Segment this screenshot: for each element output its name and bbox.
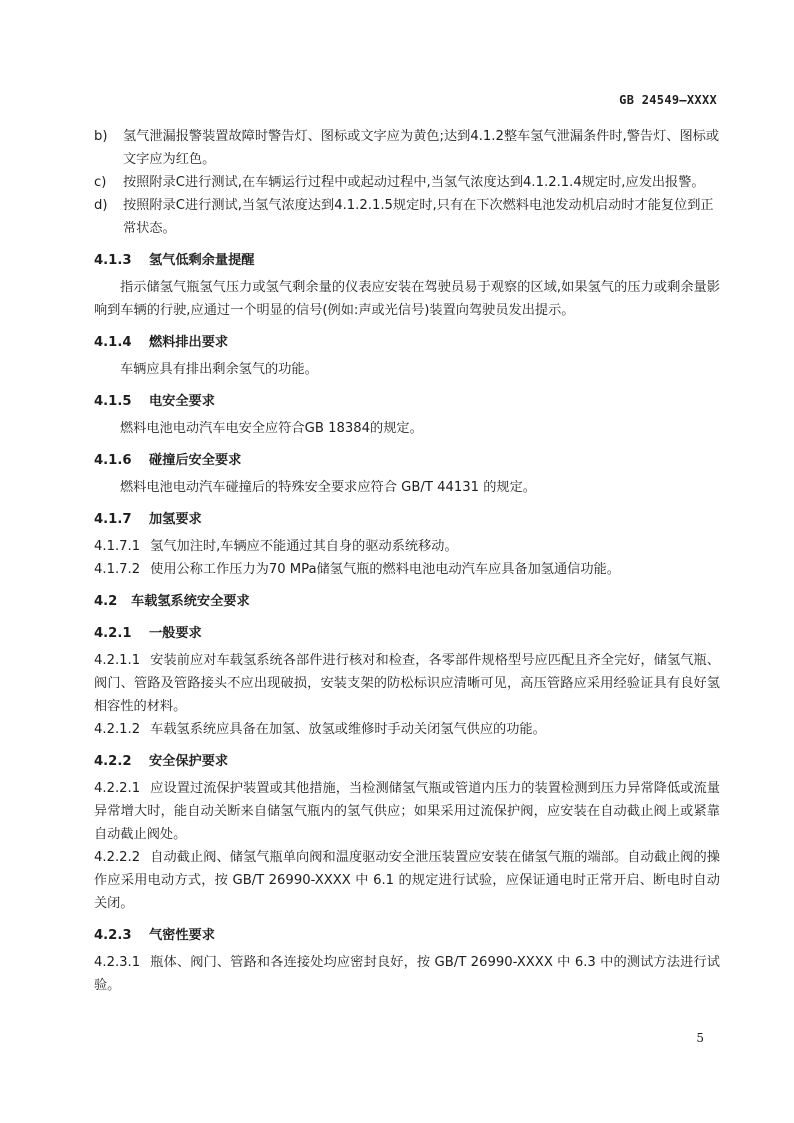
- clause-text: 应设置过流保护装置或其他措施，当检测储氢气瓶或管道内压力的装置检测到压力异常降低或流量异常增大时，能自动关断来自储氢气瓶内的氢气供应；如果采用过流保护阀，应安装在自动截止阀上或紧靠自动截止阀处。: [94, 781, 720, 842]
- clause-4-2-1-2: [94, 718, 720, 741]
- heading-4-1-6: [94, 449, 720, 472]
- heading-number: 4.2.3: [94, 928, 132, 943]
- list-text: 氢气泄漏报警装置故障时警告灯、图标或文字应为黄色;达到4.1.2整车氢气泄漏条件时,警告灯、图标或文字应为红色。: [123, 129, 720, 167]
- heading-number: 4.1.6: [94, 453, 132, 468]
- list-item-b: [94, 125, 720, 171]
- heading-number: 4.1.5: [94, 394, 132, 409]
- paragraph-4-1-4: 车辆应具有排出剩余氢气的功能。: [120, 362, 318, 377]
- heading-4-2: [94, 590, 720, 613]
- paragraph-4-1-3: 指示储氢气瓶氢气压力或氢气剩余量的仪表应安装在驾驶员易于观察的区域,如果氢气的压力或剩余量影响到车辆的行驶,应通过一个明显的信号(例如:声或光信号)装置向驾驶员发出提示。: [94, 280, 720, 318]
- clause-4-2-3-1: [94, 951, 720, 997]
- clause-4-2-1-1: [94, 649, 720, 718]
- clause-number: 4.2.1.2: [94, 722, 141, 737]
- list-mark: d): [94, 198, 108, 213]
- clause-number: 4.2.1.1: [94, 653, 141, 668]
- clause-text: 瓶体、阀门、管路和各连接处均应密封良好，按 GB/T 26990-XXXX 中 6.3 中的测试方法进行试验。: [94, 955, 720, 993]
- heading-4-2-3: [94, 924, 720, 947]
- heading-number: 4.2.2: [94, 754, 132, 769]
- heading-title: 一般要求: [149, 626, 202, 641]
- clause-text: 使用公称工作压力为70 MPa储氢气瓶的燃料电池电动汽车应具备加氢通信功能。: [150, 562, 620, 577]
- paragraph-4-1-5: 燃料电池电动汽车电安全应符合GB 18384的规定。: [120, 421, 423, 436]
- clause-text: 车载氢系统应具备在加氢、放氢或维修时手动关闭氢气供应的功能。: [150, 722, 546, 737]
- heading-4-2-1: [94, 622, 720, 645]
- heading-title: 碰撞后安全要求: [149, 453, 242, 468]
- list-text: 按照附录C进行测试,当氢气浓度达到4.1.2.1.5规定时,只有在下次燃料电池发动机启动时才能复位到正常状态。: [123, 198, 714, 236]
- heading-number: 4.1.4: [94, 335, 132, 350]
- list-item-d: [94, 194, 720, 240]
- clause-4-2-2-2: [94, 846, 720, 915]
- heading-title: 安全保护要求: [149, 754, 229, 769]
- clause-text: 自动截止阀、储氢气瓶单向阀和温度驱动安全泄压装置应安装在储氢气瓶的端部。自动截止阀的操作应采用电动方式，按 GB/T 26990-XXXX 中 6.1 的规定进行试验，应保证通电时正常开启、断电时自动关闭。: [94, 850, 720, 911]
- heading-title: 燃料排出要求: [149, 335, 229, 350]
- heading-title: 电安全要求: [149, 394, 215, 409]
- clause-4-2-2-1: [94, 777, 720, 846]
- heading-4-2-2: [94, 750, 720, 773]
- list-text: 按照附录C进行测试,在车辆运行过程中或起动过程中,当氢气浓度达到4.1.2.1.4规定时,应发出报警。: [123, 175, 705, 190]
- page-content: [94, 125, 720, 997]
- list-mark: c): [94, 175, 107, 190]
- heading-title: 车载氢系统安全要求: [131, 594, 250, 609]
- heading-number: 4.1.3: [94, 253, 132, 268]
- heading-4-1-3: [94, 249, 720, 272]
- heading-4-1-5: [94, 390, 720, 413]
- heading-4-1-7: [94, 508, 720, 531]
- heading-number: 4.2.1: [94, 626, 132, 641]
- clause-number: 4.1.7.1: [94, 539, 141, 554]
- clause-4-1-7-1: [94, 535, 720, 558]
- paragraph-4-1-6: 燃料电池电动汽车碰撞后的特殊安全要求应符合 GB/T 44131 的规定。: [120, 480, 536, 495]
- clause-4-1-7-2: [94, 558, 720, 581]
- heading-4-1-4: [94, 331, 720, 354]
- clause-text: 安装前应对车载氢系统各部件进行核对和检查，各零部件规格型号应匹配且齐全完好，储氢气瓶、阀门、管路及管路接头不应出现破损，安装支架的防松标识应清晰可见，高压管路应采用经验证具有良好氢相容性的材料。: [94, 653, 720, 714]
- heading-number: 4.2: [94, 594, 118, 609]
- list-mark: b): [94, 129, 108, 144]
- heading-title: 气密性要求: [149, 928, 215, 943]
- clause-text: 氢气加注时,车辆应不能通过其自身的驱动系统移动。: [150, 539, 458, 554]
- clause-number: 4.2.2.1: [94, 781, 141, 796]
- heading-number: 4.1.7: [94, 512, 132, 527]
- page-number: 5: [696, 1031, 704, 1045]
- document-code: GB 24549—XXXX: [619, 93, 717, 107]
- clause-number: 4.2.2.2: [94, 850, 141, 865]
- clause-number: 4.2.3.1: [94, 955, 141, 970]
- clause-number: 4.1.7.2: [94, 562, 141, 577]
- list-item-c: [94, 171, 720, 194]
- heading-title: 加氢要求: [149, 512, 202, 527]
- heading-title: 氢气低剩余量提醒: [149, 253, 255, 268]
